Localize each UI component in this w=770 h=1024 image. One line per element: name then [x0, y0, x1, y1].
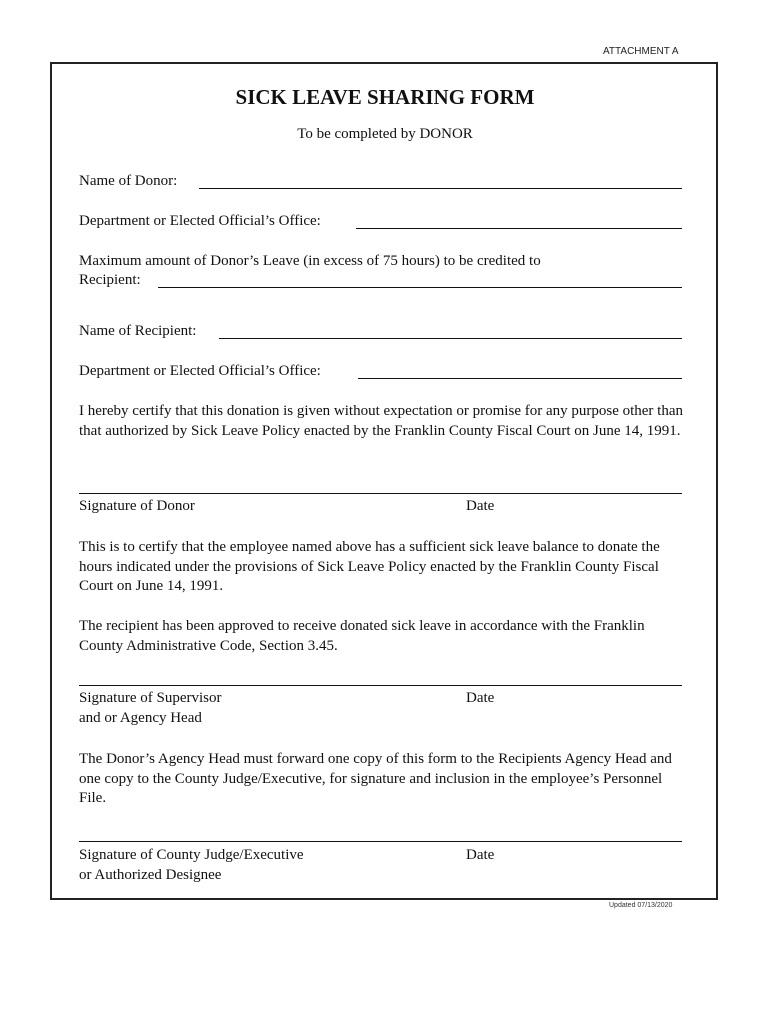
donor-department-field[interactable]: [356, 228, 682, 229]
updated-date: Updated 07/13/2020: [609, 902, 673, 909]
donor-signature-line[interactable]: [79, 493, 682, 494]
approval-statement-text: The recipient has been approved to receive donated sick leave in accordance with the Franklin County Administrative Code, Section 3.45.: [79, 618, 645, 654]
form-subtitle: To be completed by DONOR: [297, 126, 473, 142]
judge-signature-label: Signature of County Judge/Executive: [79, 847, 304, 863]
forwarding-instructions-text: The Donor’s Agency Head must forward one copy of this form to the Recipients Agency Head and one copy to the County Judge/Executive, for signature and inclusion in the employee’s Personnel File.: [79, 751, 672, 806]
supervisor-date-label: Date: [466, 690, 495, 706]
supervisor-signature-label: Signature of Supervisor: [79, 690, 222, 706]
supervisor-signature-line[interactable]: [79, 685, 682, 686]
donor-certification-text: I hereby certify that this donation is given without expectation or promise for any purpose other than that authorized by Sick Leave Policy enacted by the Franklin County Fiscal Court on June 14, 1991.: [79, 403, 684, 439]
donor-name-label: Name of Donor:: [79, 173, 178, 189]
max-amount-label: Maximum amount of Donor’s Leave (in excess of 75 hours) to be credited to: [79, 253, 541, 269]
attachment-label: ATTACHMENT A: [603, 46, 679, 57]
balance-certification-text: This is to certify that the employee named above has a sufficient sick leave balance to donate the hours indicated under the provisions of Sick Leave Policy enacted by the Franklin County Fiscal Court on June 14, 1991.: [79, 539, 660, 594]
judge-signature-line[interactable]: [79, 841, 682, 842]
supervisor-signature-label-line2: and or Agency Head: [79, 710, 202, 726]
form-title: SICK LEAVE SHARING FORM: [235, 85, 535, 109]
donor-date-label: Date: [466, 498, 495, 514]
recipient-name-field[interactable]: [219, 338, 682, 339]
recipient-name-label: Name of Recipient:: [79, 323, 197, 339]
donor-department-label: Department or Elected Official’s Office:: [79, 213, 321, 229]
recipient-department-label: Department or Elected Official’s Office:: [79, 363, 321, 379]
max-amount-field[interactable]: [158, 287, 682, 288]
donor-name-field[interactable]: [199, 188, 682, 189]
max-amount-label-recipient: Recipient:: [79, 272, 141, 288]
judge-signature-label-line2: or Authorized Designee: [79, 867, 222, 883]
recipient-department-field[interactable]: [358, 378, 682, 379]
donor-signature-label: Signature of Donor: [79, 498, 195, 514]
judge-date-label: Date: [466, 847, 495, 863]
